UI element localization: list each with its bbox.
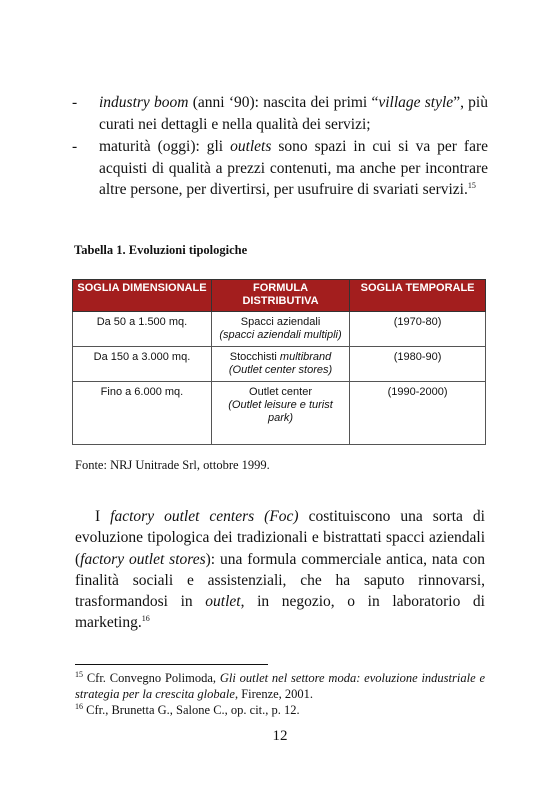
table-cell-size: Da 150 a 3.000 mq. [73,347,212,382]
paragraph-term: outlet [205,593,241,611]
footnote-number: 16 [75,701,83,711]
table-header-row [73,280,486,312]
bullet-text-part: (anni ‘90): nascita dei primi “ [188,94,379,111]
table-cell-size: Da 50 a 1.500 mq. [73,312,212,347]
bullet-term: outlets [230,138,272,155]
paragraph-term: factory outlet stores [80,550,206,568]
table-cell-size: Fino a 6.000 mq. [73,382,212,445]
column-header: FORMULA DISTRIBUTIVA [211,280,349,312]
table-cell-formula [211,382,349,445]
footnote [75,702,485,718]
list-item [72,136,488,201]
formula-note: (Outlet leisure e turist park) [228,399,333,424]
bullet-dash: - [72,94,78,111]
formula-note: (spacci aziendali multipli) [219,329,342,341]
bullet-text-part: sono spazi in cui si va per fare acquisti di qualità a prezzi contenuti, ma anche per incontrare altre persone, per divertirsi, per usufruire di svariati servizi. [99,138,488,198]
formula-name: Spacci aziendali [240,316,321,328]
paragraph-text: costituiscono una sorta di evoluzione tipologica dei tradizionali e bistrattati spacci aziendali ( [75,508,485,568]
formula-name: Stocchisti [229,351,280,363]
bullet-text-part: maturità (oggi): gli [99,138,231,155]
paragraph-text: ): una formula commerciale antica, nata con finalità sociali e assistenziali, che ha saputo rinnovarsi, trasformandosi in [75,550,485,611]
formula-note: (Outlet center stores) [228,364,333,376]
footnotes [75,670,485,718]
table-row [73,382,486,445]
bullet-list [72,92,488,201]
body-paragraph [75,506,485,634]
bullet-text [99,92,488,135]
footnote-text: Cfr. Convegno Polimoda, [83,671,220,685]
column-header: SOGLIA TEMPORALE [350,280,486,312]
evolution-table [72,279,486,445]
table-cell-period: (1980-90) [350,347,486,382]
formula-name-italic: multibrand [279,351,332,363]
table-caption: Tabella 1. Evoluzioni tipologiche [74,243,248,257]
footnote-divider [75,664,268,665]
bullet-dash: - [72,138,78,155]
bullet-term: industry boom [99,94,189,111]
footnote-text: , Firenze, 2001. [234,687,314,701]
table-cell-period: (1990-2000) [350,382,486,445]
footnote-ref[interactable]: 15 [467,180,476,190]
column-header: SOGLIA DIMENSIONALE [73,280,212,312]
list-item [72,92,488,135]
table-source: Fonte: NRJ Unitrade Srl, ottobre 1999. [75,458,270,472]
paragraph-text: I [95,508,111,525]
table-row [73,347,486,382]
table-row [73,312,486,347]
table-cell-formula [211,312,349,347]
formula-name: Outlet center [249,386,313,398]
footnote-number: 15 [75,669,83,679]
footnote-text: Cfr., Brunetta G., Salone C., op. cit., p. 12. [83,703,300,717]
bullet-text [99,136,488,201]
footnote-ref[interactable]: 16 [141,614,150,624]
bullet-term: village style [378,94,454,111]
paragraph-term: factory outlet centers (Foc) [110,508,299,525]
paragraph-text: , in negozio, o in laboratorio di marketing. [75,593,485,632]
table-cell-period: (1970-80) [350,312,486,347]
footnote-title: Gli outlet nel settore moda: evoluzione industriale e strategia per la crescita globale [75,671,485,701]
table-cell-formula [211,347,349,382]
bullet-text-part: ”, più curati nei dettagli e nella qualità dei servizi; [99,94,488,133]
footnote [75,670,485,702]
page-number: 12 [272,728,288,744]
